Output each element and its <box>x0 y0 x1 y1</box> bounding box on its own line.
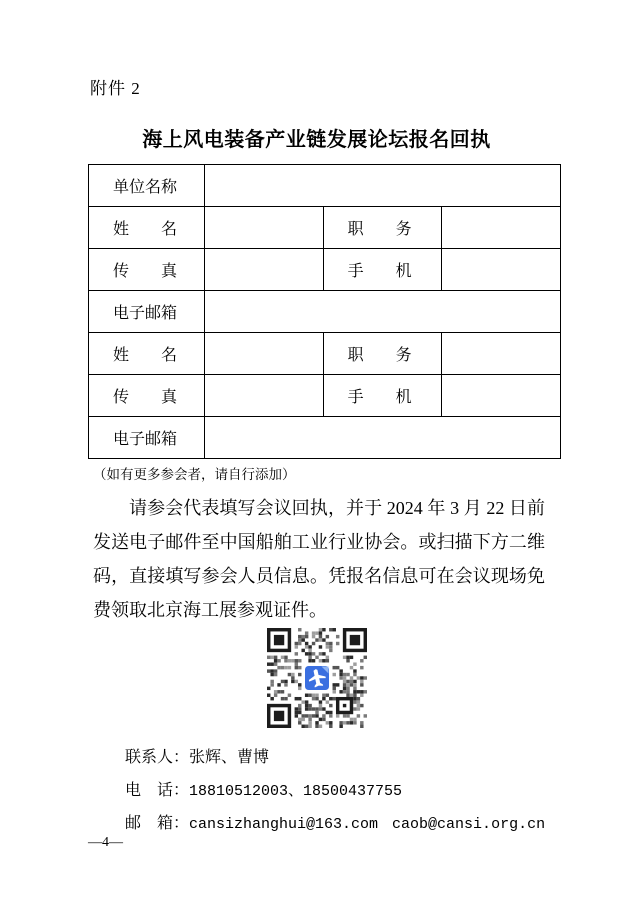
table-row-fax-mobile-1 <box>89 249 561 291</box>
page-number: —4— <box>88 835 123 850</box>
contact-person-label: 联系人： <box>125 749 190 766</box>
table-row-email-1 <box>89 291 561 333</box>
contact-email-line <box>125 807 633 840</box>
field-label-fax-2: 传 真 <box>89 375 205 417</box>
field-value-email-2 <box>205 417 561 459</box>
table-row-email-2 <box>89 417 561 459</box>
field-label-name-2: 姓 名 <box>89 333 205 375</box>
field-label-email-2: 电子邮箱 <box>89 417 205 459</box>
field-value-unit-name <box>205 165 561 207</box>
contact-email-value-2: caob@cansi.org.cn <box>392 816 546 833</box>
field-value-position-1 <box>442 207 561 249</box>
field-label-fax-1: 传 真 <box>89 249 205 291</box>
contact-phone-label: 电 话： <box>125 782 190 799</box>
field-label-mobile-2: 手 机 <box>323 375 442 417</box>
field-label-unit-name: 单位名称 <box>89 165 205 207</box>
qr-code <box>267 628 367 728</box>
table-row-fax-mobile-2 <box>89 375 561 417</box>
table-row-name-title-1 <box>89 207 561 249</box>
attachment-label: 附件 2 <box>90 79 141 98</box>
field-label-position-2: 职 务 <box>323 333 442 375</box>
field-value-name-2 <box>205 333 324 375</box>
field-label-position-1: 职 务 <box>323 207 442 249</box>
instructions-paragraph: 请参会代表填写会议回执，并于 2024 年 3 月 22 日前发送电子邮件至中国船舶工业行业协会。或扫描下方二维码，直接填写参会人员信息。凭报名信息可在会议现场免费领取北京海工展参观证件。 <box>93 498 545 620</box>
contact-email-label: 邮 箱： <box>125 815 190 832</box>
add-more-note: （如有更多参会者，请自行添加） <box>93 467 296 482</box>
page-title: 海上风电装备产业链发展论坛报名回执 <box>142 129 491 151</box>
field-value-fax-2 <box>205 375 324 417</box>
contact-block <box>125 741 633 840</box>
table-row-unit-name <box>89 165 561 207</box>
field-value-fax-1 <box>205 249 324 291</box>
field-label-mobile-1: 手 机 <box>323 249 442 291</box>
contact-phone-value: 18810512003、18500437755 <box>189 783 403 800</box>
contact-phone-line <box>125 774 633 807</box>
registration-table <box>88 164 561 459</box>
field-value-name-1 <box>205 207 324 249</box>
field-value-email-1 <box>205 291 561 333</box>
field-value-mobile-1 <box>442 249 561 291</box>
table-row-name-title-2 <box>89 333 561 375</box>
contact-person-value: 张辉、曹博 <box>189 749 270 766</box>
field-label-email-1: 电子邮箱 <box>89 291 205 333</box>
field-value-position-2 <box>442 333 561 375</box>
contact-email-value-1: cansizhanghui@163.com <box>189 816 379 833</box>
contact-person-line <box>125 741 633 774</box>
field-label-name-1: 姓 名 <box>89 207 205 249</box>
field-value-mobile-2 <box>442 375 561 417</box>
